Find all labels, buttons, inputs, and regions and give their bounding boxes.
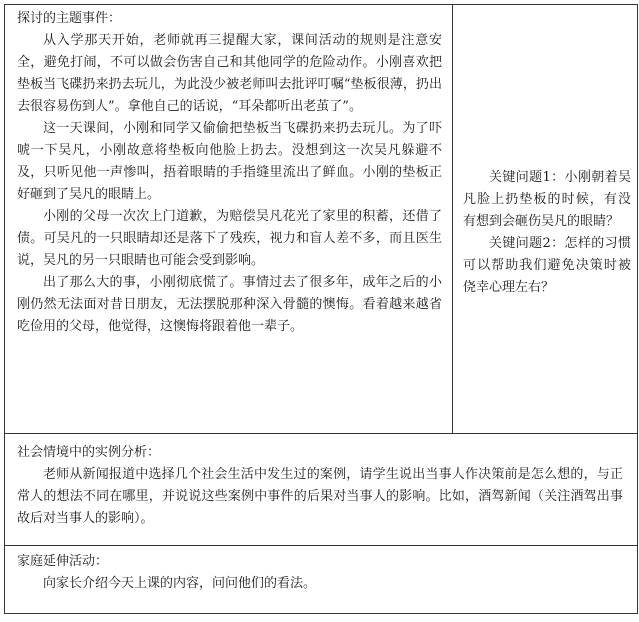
topic-event-title: 探讨的主题事件： (17, 11, 122, 26)
family-activity-title: 家庭延伸活动： (17, 554, 109, 569)
social-analysis-cell (5, 434, 638, 546)
social-row (5, 434, 638, 546)
key-question-2: 关键问题2：怎样的习惯可以帮助我们避免决策时被侥幸心理左右？ (463, 236, 631, 295)
story-paragraph-4: 出了那么大的事，小刚彻底慌了。事情过去了很多年，成年之后的小刚仍然无法面对昔日朋友，无法摆脱那种深入骨髓的懊悔。看着越来越省吃俭用的父母，他觉得，这懊悔将跟着他一辈子。 (17, 275, 442, 334)
social-analysis-title: 社会情境中的实例分析： (17, 445, 161, 460)
story-paragraph-2: 这一天课间，小刚和同学又偷偷把垫板当飞碟扔来扔去玩儿。为了吓唬一下吴凡，小刚故意将垫板向他脸上扔去。没想到这一次吴凡躲避不及，只听见他一声惨叫，捂着眼睛的手指缝里流出了鲜血。小刚的垫板正好砸到了吴凡的眼睛上。 (17, 121, 442, 202)
key-question-1: 关键问题1：小刚朝着吴凡脸上扔垫板的时候，有没有想到会砸伤吴凡的眼睛？ (463, 170, 631, 229)
topic-row (5, 5, 638, 434)
key-questions-cell (453, 5, 638, 434)
key-questions (453, 5, 637, 299)
story-paragraph-3: 小刚的父母一次次上门道歉，为赔偿吴凡花光了家里的积蓄，还借了债。可吴凡的一只眼睛却还是落下了残疾，视力和盲人差不多，而且医生说，吴凡的另一只眼睛也可能会受到影响。 (17, 209, 442, 268)
family-row (5, 546, 638, 614)
social-analysis-paragraph: 老师从新闻报道中选择几个社会生活中发生过的案例，请学生说出当事人作决策前是怎么想的，与正常人的想法不同在哪里，并说说这些案例中事件的后果对当事人的影响。比如，酒驾新闻（关注酒驾出事故后对当事人的影响）。 (17, 467, 623, 526)
topic-event-cell (5, 5, 453, 434)
family-activity-cell (5, 546, 638, 614)
story-paragraph-1: 从入学那天开始，老师就再三提醒大家，课间活动的规则是注意安全，避免打闹，不可以做会伤害自己和其他同学的危险动作。小刚喜欢把垫板当飞碟扔来扔去玩儿，为此没少被老师叫去批评叮嘱“垫板很薄，扔出去很容易伤到人”。拿他自己的话说，“耳朵都听出老茧了”。 (17, 33, 442, 114)
family-activity-paragraph: 向家长介绍今天上课的内容，问问他们的看法。 (43, 576, 317, 591)
lesson-table (4, 4, 638, 614)
